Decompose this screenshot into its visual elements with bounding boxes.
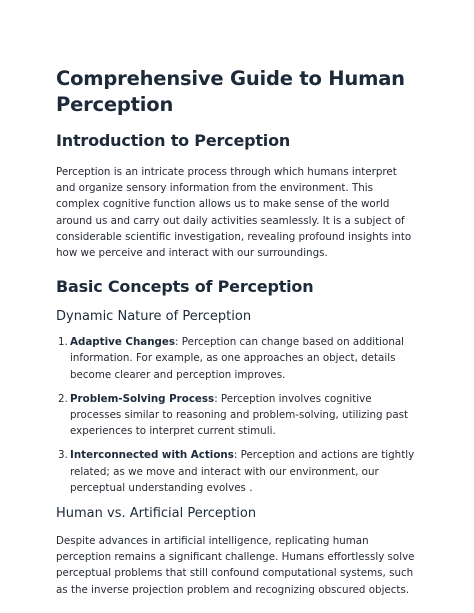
section-heading-basic-concepts: Basic Concepts of Perception <box>56 277 314 297</box>
list-item-number: 2. <box>58 392 68 405</box>
list-item-text: : Perception can change based on additional information. For example, as one approaches an object, details become clearer and perception improves. <box>70 336 405 381</box>
list-item <box>58 334 418 383</box>
list-item <box>58 447 418 496</box>
list-item <box>58 391 418 440</box>
section-heading-introduction: Introduction to Perception <box>56 131 291 150</box>
list-item-term: Interconnected with Actions <box>70 449 234 462</box>
list-item-term: Adaptive Changes <box>70 336 176 349</box>
list-item-number: 3. <box>58 449 68 462</box>
concepts-list <box>56 334 418 496</box>
subheading-human-vs-artificial: Human vs. Artificial Perception <box>56 506 257 522</box>
list-item-text: : Perception and actions are tightly related; as we move and interact with our environment, our perceptual understanding evolves . <box>70 449 415 494</box>
human-vs-artificial-paragraph: Despite advances in artificial intelligence, replicating human perception remains a significant challenge. Humans effortlessly solve perceptual problems that still confound computational systems, such as the inverse projection problem and recognizing obscured objects. <box>56 535 415 596</box>
list-item-text: : Perception involves cognitive processes similar to reasoning and problem-solving, utilizing past experiences to interpret current stimuli. <box>70 392 409 438</box>
intro-paragraph: Perception is an intricate process through which humans interpret and organize sensory information from the environment. This complex cognitive function allows us to make sense of the world around us and carry out daily activities seamlessly. It is a subject of considerable scientific investigation, revealing profound insights into how we perceive and interact with our surroundings. <box>56 166 412 260</box>
subheading-dynamic-nature: Dynamic Nature of Perception <box>56 309 252 325</box>
list-item-term: Problem-Solving Process <box>70 392 215 405</box>
document-title: Comprehensive Guide to Human Perception <box>56 67 405 116</box>
list-item-number: 1. <box>58 336 68 349</box>
